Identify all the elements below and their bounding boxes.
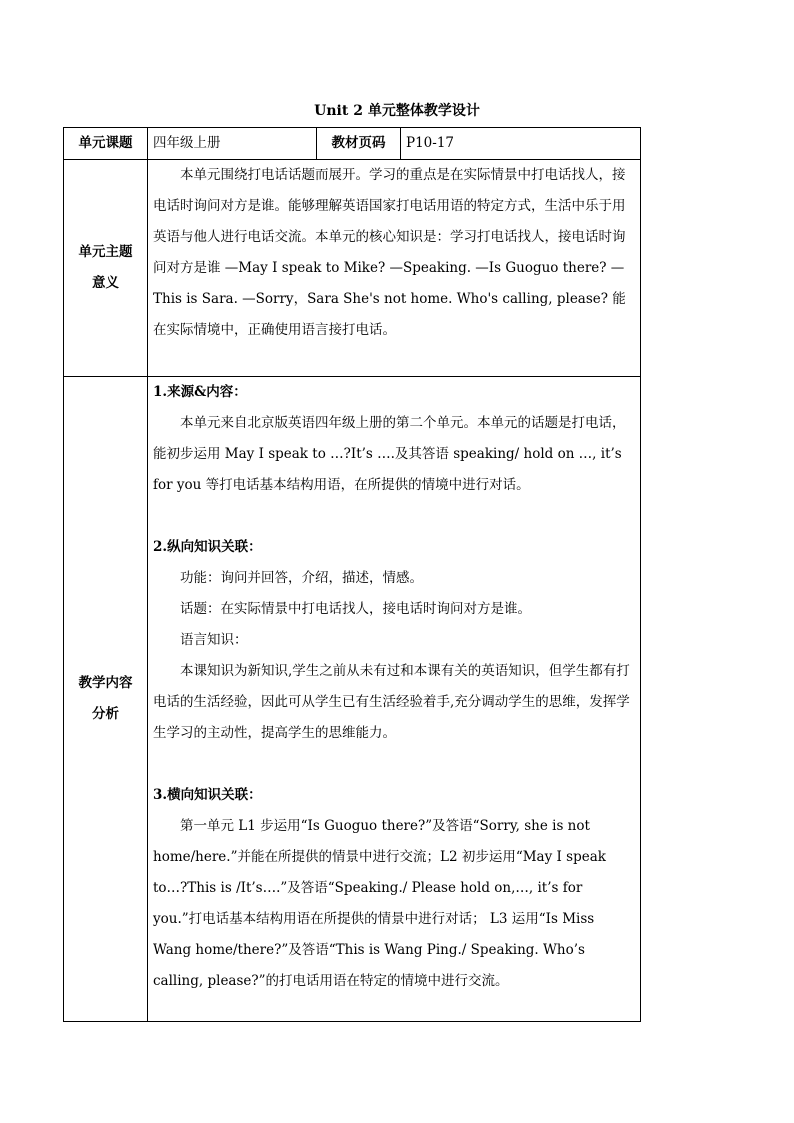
section-source-heading: 1.来源&内容：: [153, 384, 247, 400]
label-unit-theme-line2: 意义: [92, 275, 119, 291]
page-title: Unit 2 单元整体教学设计: [314, 103, 480, 119]
label-content-analysis: [64, 377, 148, 1022]
spacer: [153, 749, 635, 780]
label-content-analysis-line1: 教学内容: [78, 675, 133, 691]
row-unit-theme: [64, 160, 641, 377]
value-grade: 四年级上册: [148, 128, 317, 160]
label-page-range: 教材页码: [317, 128, 401, 160]
label-unit-theme: [64, 160, 148, 377]
section-vertical-text: 本课知识为新知识,学生之前从未有过和本课有关的英语知识，但学生都有打电话的生活经验，因此可从学生已有生活经验着手,充分调动学生的思维，发挥学生学习的主动性，提高学生的思维能力。: [153, 663, 630, 741]
row-content-analysis: [64, 377, 641, 1022]
section-source-text: 本单元来自北京版英语四年级上册的第二个单元。本单元的话题是打电话，能初步运用 May I speak to …?It’s ….及其答语 speaking/ hold on …, it’s for you 等打电话基本结构用语，在所提供的情境中进行对话。: [153, 415, 626, 493]
label-content-analysis-line2: 分析: [92, 706, 119, 722]
unit-theme-text-cell: [148, 160, 641, 377]
section-vertical-heading: 2.纵向知识关联：: [153, 539, 262, 555]
spacer: [153, 501, 635, 532]
row-unit-topic: [64, 128, 641, 160]
section-horizontal-heading: 3.横向知识关联：: [153, 787, 262, 803]
unit-theme-paragraph: 本单元围绕打电话话题而展开。学习的重点是在实际情景中打电话找人，接电话时询问对方是谁。能够理解英语国家打电话用语的特定方式，生活中乐于用英语与他人进行电话交流。本单元的核心知识是：学习打电话找人，接电话时询问对方是谁 —May I speak to Mike? —Speaking. —Is Guoguo there? —This is Sara. —Sorry，Sara She's not home. Who's calling, please? 能在实际情境中，正确使用语言接打电话。: [153, 167, 626, 338]
section-horizontal-text: 第一单元 L1 步运用“Is Guoguo there?”及答语“Sorry, she is not home/here.”并能在所提供的情景中进行交流；L2 初步运用“May I speak to…?This is /It’s….”及答语“Speaking./ Please hold on,…, it’s for you.”打电话基本结构用语在所提供的情景中进行对话； L3 运用“Is Miss Wang home/there?”及答语“This is Wang Ping./ Speaking. Who’s calling, please?”的打电话用语在特定的情境中进行交流。: [153, 818, 606, 989]
section-vertical-function: 功能：询问并回答，介绍，描述，情感。: [180, 570, 423, 586]
label-unit-topic: 单元课题: [64, 128, 148, 160]
section-vertical-topic: 话题：在实际情景中打电话找人，接电话时询问对方是谁。: [180, 601, 531, 617]
lesson-design-table: [63, 127, 641, 1022]
content-analysis-cell: [148, 377, 641, 1022]
value-page-range: P10-17: [401, 128, 641, 160]
label-unit-theme-line1: 单元主题: [78, 244, 133, 260]
section-vertical-language: 语言知识：: [180, 632, 248, 648]
